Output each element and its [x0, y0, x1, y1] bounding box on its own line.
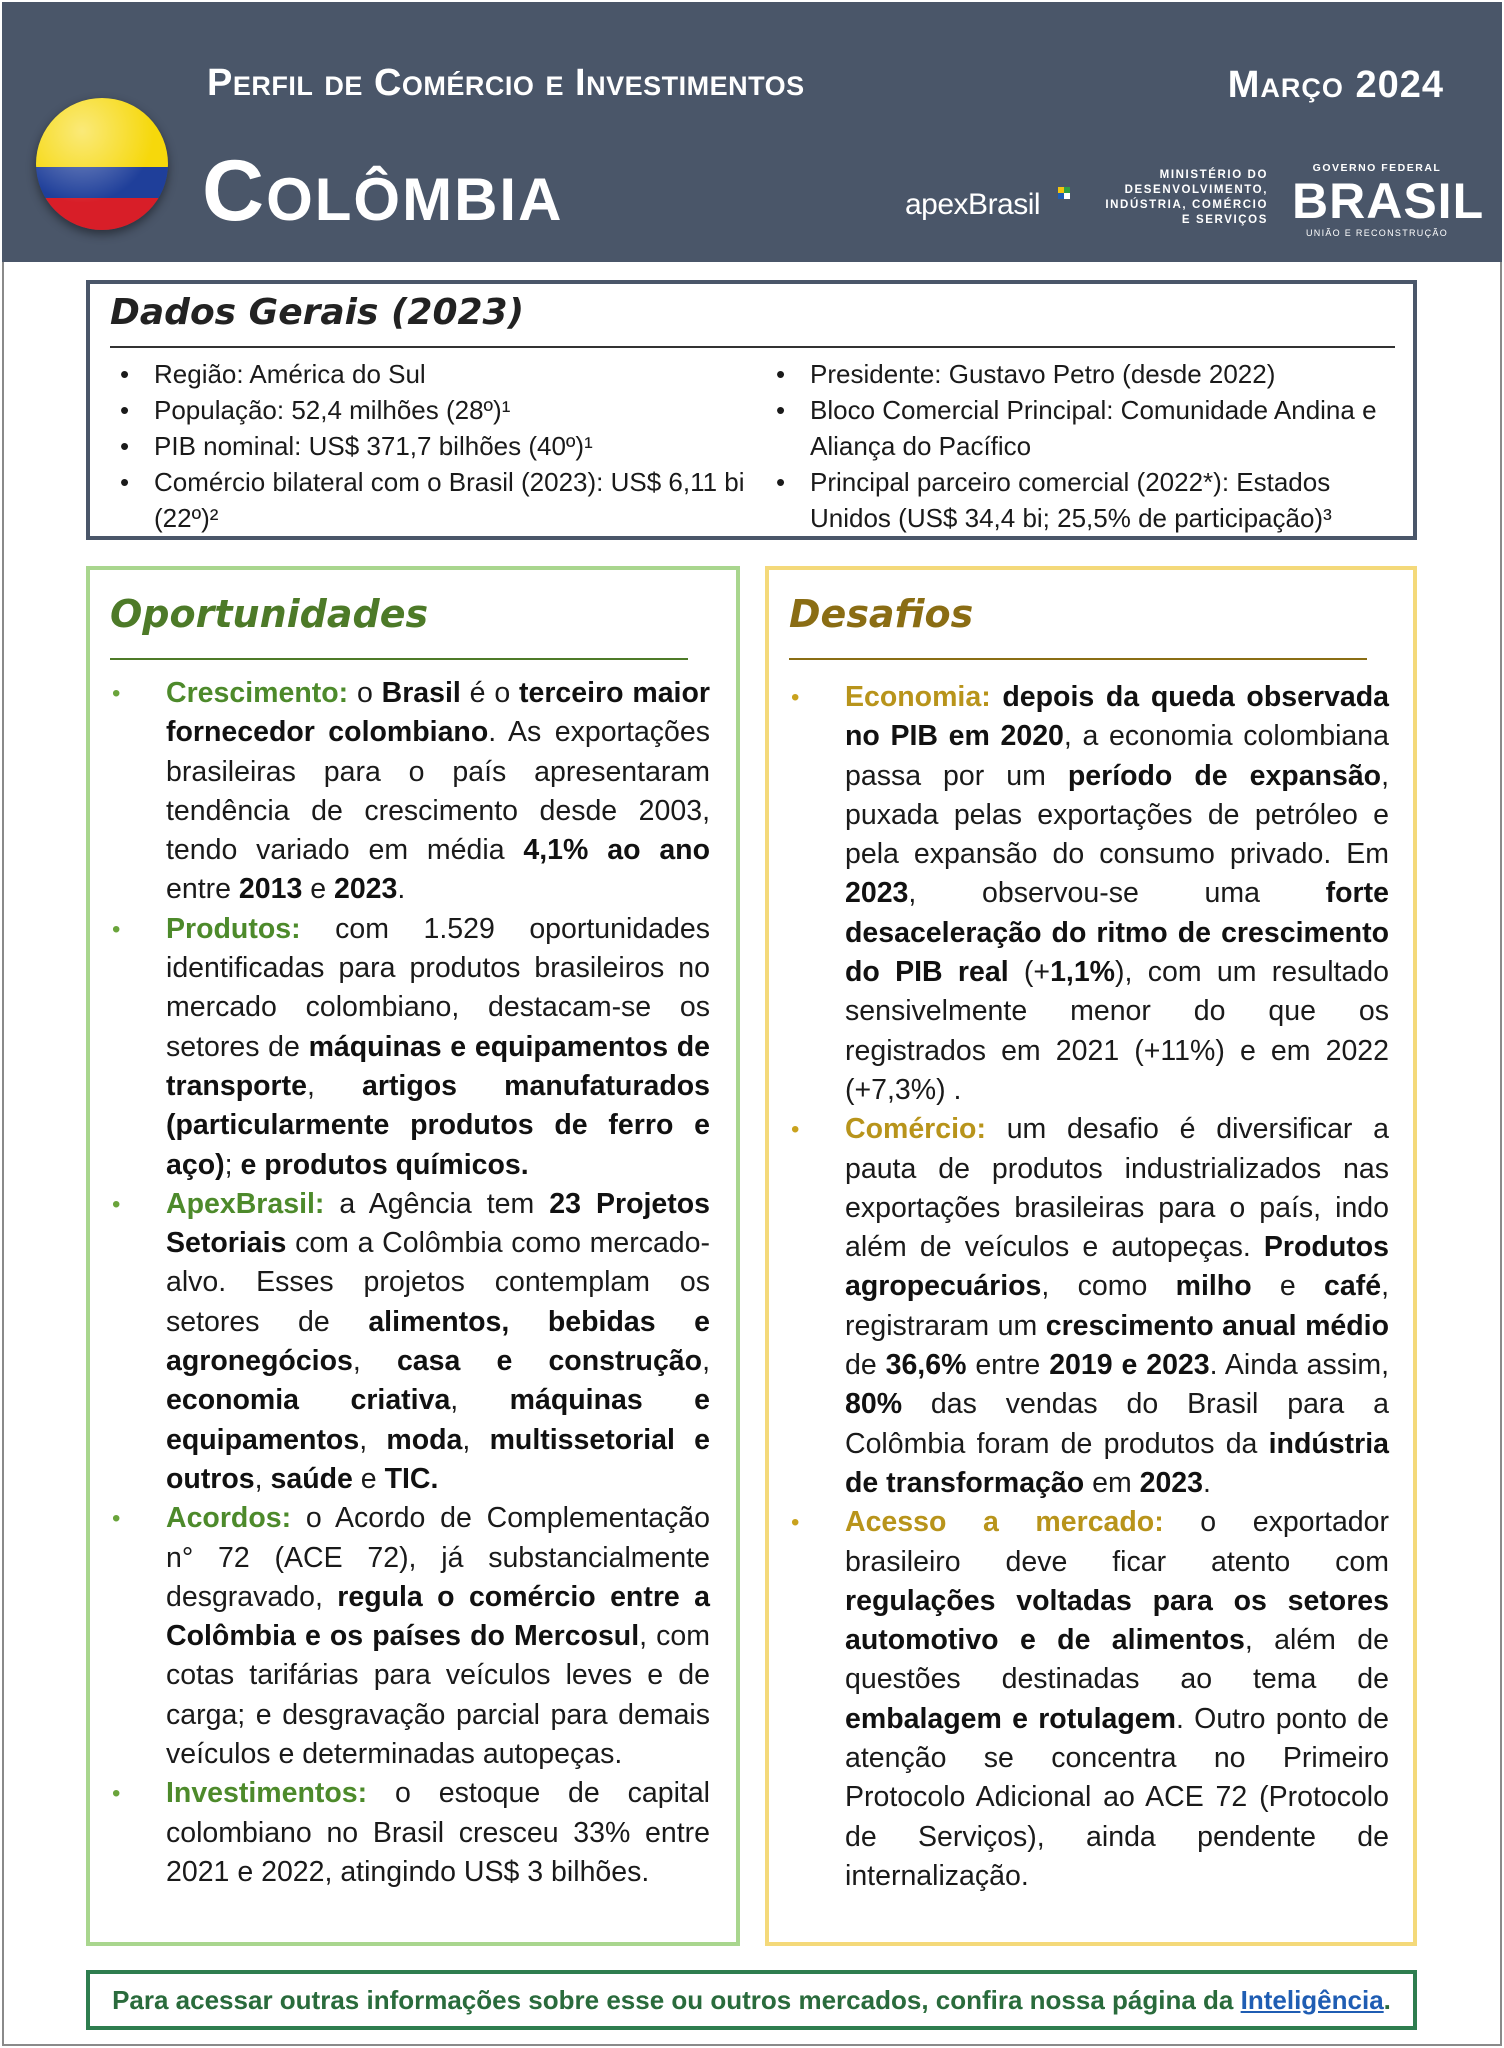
challenges-list	[789, 678, 1389, 1896]
list-item: • Crescimento: o Brasil é o terceiro maior fornecedor colombiano. As exportações brasileiras para o país apresentaram tendência de crescimento desde 2003, tendo variado em média 4,1% ao ano entre 2013 e 2023.	[110, 674, 710, 910]
list-item: • Investimentos: o estoque de capital colombiano no Brasil cresceu 33% entre 2021 e 2022, atingindo US$ 3 bilhões.	[110, 1774, 710, 1892]
general-data-title: Dados Gerais (2023)	[110, 292, 525, 333]
list-item: • Economia: depois da queda observada no PIB em 2020, a economia colombiana passa por um período de expansão, puxada pelas exportações de petróleo e pela expansão do consumo privado. Em 2023, observou-se uma forte desaceleração do ritmo de crescimento do PIB real (+1,1%), com um resultado sensivelmente menor do que os registrados em 2021 (+11%) e em 2022 (+7,3%) .	[789, 678, 1389, 1110]
list-item: • PIB nominal: US$ 371,7 bilhões (40º)¹	[112, 428, 752, 464]
challenges-title: Desafios	[789, 592, 974, 636]
general-data-left-list	[112, 356, 752, 536]
header-banner	[2, 2, 1502, 262]
list-item: • Acordos: o Acordo de Complementação n° 72 (ACE 72), já substancialmente desgravado, regula o comércio entre a Colômbia e os países do Mercosul, com cotas tarifárias para veículos leves e de carga; e desgravação parcial para demais veículos e determinadas autopeças.	[110, 1499, 710, 1774]
list-item: • Comércio bilateral com o Brasil (2023): US$ 6,11 bi (22º)²	[112, 464, 752, 536]
list-item: • ApexBrasil: a Agência tem 23 Projetos Setoriais com a Colômbia como mercado-alvo. Esses projetos contemplam os setores de alimentos, bebidas e agronegócios, casa e construção, economia criativa, máquinas e equipamentos, moda, multissetorial e outros, saúde e TIC.	[110, 1185, 710, 1499]
list-item: • População: 52,4 milhões (28º)¹	[112, 392, 752, 428]
challenges-box	[765, 566, 1417, 1946]
governo-federal-logo: GOVERNO FEDERAL BRASIL UNIÃO E RECONSTRUÇÃO	[1292, 162, 1485, 238]
list-item: • Região: América do Sul	[112, 356, 752, 392]
colombia-flag-icon	[36, 98, 168, 230]
opportunities-title: Oportunidades	[110, 592, 429, 636]
ministry-logo: MINISTÉRIO DO DESENVOLVIMENTO, INDÚSTRIA, COMÉRCIO E SERVIÇOS	[1105, 169, 1268, 226]
footer-text: Para acessar outras informações sobre esse ou outros mercados, confira nossa página da	[112, 1985, 1241, 2015]
list-item: • Principal parceiro comercial (2022*): Estados Unidos (US$ 34,4 bi; 25,5% de participação)³	[768, 464, 1408, 536]
general-data-right-list	[768, 356, 1408, 536]
general-data-divider	[110, 346, 1395, 348]
list-item: • Produtos: com 1.529 oportunidades identificadas para produtos brasileiros no mercado colombiano, destacam-se os setores de máquinas e equipamentos de transporte, artigos manufaturados (particularmente produtos de ferro e aço); e produtos químicos.	[110, 910, 710, 1185]
list-item: • Presidente: Gustavo Petro (desde 2022)	[768, 356, 1408, 392]
opportunities-box	[86, 566, 740, 1946]
challenges-divider	[789, 658, 1367, 660]
list-item: • Comércio: um desafio é diversificar a pauta de produtos industrializados nas exportações brasileiras para o país, indo além de veículos e autopeças. Produtos agropecuários, como milho e café, registraram um crescimento anual médio de 36,6% entre 2019 e 2023. Ainda assim, 80% das vendas do Brasil para a Colômbia foram de produtos da indústria de transformação em 2023.	[789, 1110, 1389, 1503]
general-data-box	[86, 280, 1417, 540]
list-item: • Bloco Comercial Principal: Comunidade Andina e Aliança do Pacífico	[768, 392, 1408, 464]
opportunities-divider	[110, 658, 688, 660]
opportunities-list	[110, 674, 710, 1892]
apexbrasil-logo: apexBrasil	[905, 188, 1041, 221]
footer-end: .	[1383, 1985, 1391, 2015]
document-date: Março 2024	[1227, 64, 1444, 106]
document-kicker: Perfil de Comércio e Investimentos	[207, 62, 805, 104]
list-item: • Acesso a mercado: o exportador brasileiro deve ficar atento com regulações voltadas para os setores automotivo e de alimentos, além de questões destinadas ao tema de embalagem e rotulagem. Outro ponto de atenção se concentra no Primeiro Protocolo Adicional ao ACE 72 (Protocolo de Serviços), ainda pendente de internalização.	[789, 1503, 1389, 1896]
inteligencia-link[interactable]: Inteligência	[1240, 1985, 1384, 2015]
country-title: Colômbia	[202, 143, 564, 239]
footer-note	[86, 1970, 1417, 2030]
